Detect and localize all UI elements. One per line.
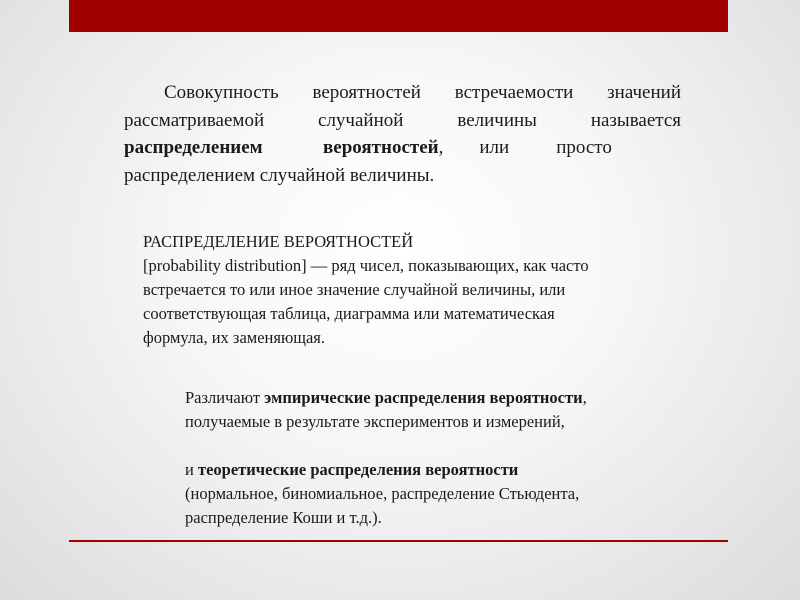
- empirical-suffix: ,: [582, 388, 587, 407]
- empirical-line: [185, 386, 705, 410]
- intro-word: случайной: [318, 109, 404, 131]
- intro-word: встречаемости: [454, 82, 574, 103]
- intro-word: вероятностей: [312, 82, 421, 103]
- intro-line-3: [124, 134, 681, 162]
- intro-word: просто: [556, 137, 612, 158]
- top-accent-bar: [69, 0, 728, 32]
- intro-word: или: [479, 137, 510, 158]
- spacer: [185, 434, 705, 458]
- intro-line-2: [124, 107, 681, 135]
- intro-line-1: [124, 79, 681, 107]
- distribution-types-block: [185, 386, 705, 530]
- intro-comma: ,: [438, 137, 444, 158]
- intro-line-4: распределением случайной величины.: [124, 164, 435, 186]
- intro-word: называется: [590, 109, 681, 131]
- definition-line: [probability distribution] — ряд чисел, показывающих, как часто: [143, 256, 589, 275]
- intro-word: рассматриваемой: [124, 109, 265, 131]
- intro-word: величины: [457, 109, 537, 131]
- definition-line: встречается то или иное значение случайной величины, или: [143, 280, 566, 299]
- theoretical-description: (нормальное, биномиальное, распределение Стьюдента,: [185, 484, 580, 503]
- definition-line: формула, их заменяющая.: [143, 328, 326, 347]
- definition-block: [143, 230, 703, 350]
- intro-word: значений: [607, 82, 681, 103]
- theoretical-prefix: и: [185, 460, 198, 479]
- empirical-prefix: Различают: [185, 388, 265, 407]
- bottom-accent-line: [69, 540, 728, 542]
- intro-key-term-1: распределением: [124, 137, 263, 158]
- theoretical-line: [185, 458, 705, 482]
- definition-term: РАСПРЕДЕЛЕНИЕ ВЕРОЯТНОСТЕЙ: [143, 232, 414, 251]
- empirical-term: эмпирические распределения вероятности: [264, 388, 583, 407]
- empirical-description: получаемые в результате экспериментов и измерений,: [185, 412, 565, 431]
- intro-paragraph: [124, 79, 681, 189]
- intro-word: Совокупность: [164, 82, 279, 103]
- theoretical-description: распределение Коши и т.д.).: [185, 508, 382, 527]
- intro-key-term-2: вероятностей: [323, 137, 439, 158]
- theoretical-term: теоретические распределения вероятности: [197, 460, 519, 479]
- definition-line: соответствующая таблица, диаграмма или математическая: [143, 304, 555, 323]
